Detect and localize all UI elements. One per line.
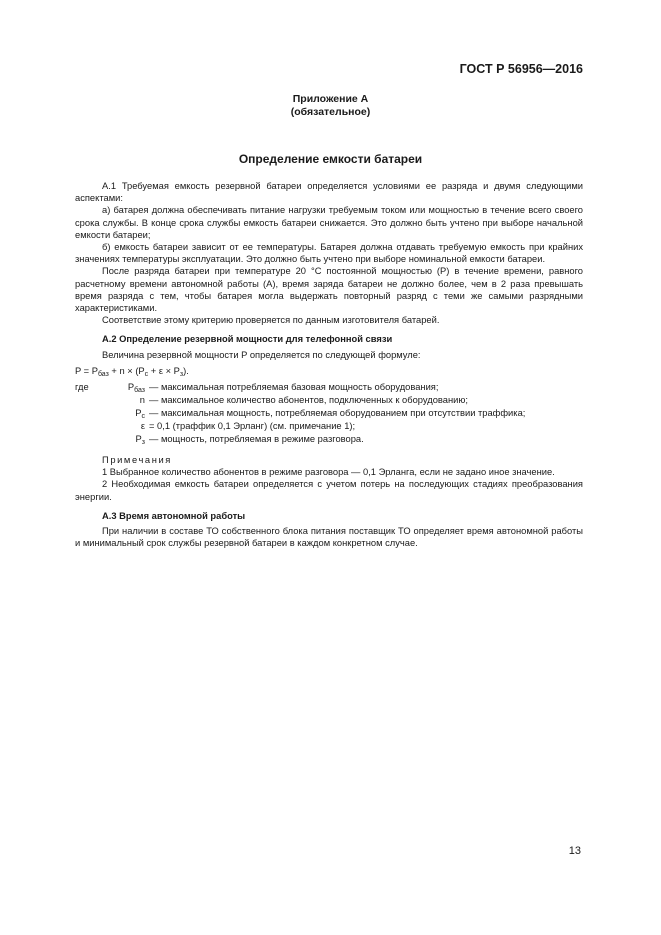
power-formula: $P = P_{баз} + n \times (P_c + \varepsilon \times P_з)$. xyxy=(75,365,189,378)
paragraph-a1-charge: После разряда батареи при температуре 20 °С постоянной мощностью (P) в течение времени, равного расчетному времени автономной работы (А), время заряда батареи не должно более, чем в 2 раза превышать время разряда с тем, чтобы батарея могла выдержать повторный разряд с теми же самыми разрядными характеристиками. xyxy=(75,266,583,314)
section-heading-a3: А.3 Время автономной работы xyxy=(102,510,246,521)
annex-title: Приложение А xyxy=(292,93,369,105)
where-label: где xyxy=(75,382,89,393)
definition-row: $P_c$ — максимальная мощность, потребляемая оборудованием при отсутствии траффика; xyxy=(75,407,583,420)
definition-row: где $P_{баз}$ — максимальная потребляемая базовая мощность оборудования; xyxy=(75,381,583,394)
paragraph-a1-intro: А.1 Требуемая емкость резервной батареи определяется условиями ее разряда и двумя следующими аспектами: xyxy=(75,181,583,204)
definition-row: $P_з$ — мощность, потребляемая в режиме разговора. xyxy=(75,433,583,446)
page-title: Определение емкости батареи xyxy=(238,152,423,166)
page-number: 13 xyxy=(568,845,581,857)
paragraph-a1-compliance: Соответствие этому критерию проверяется по данным изготовителя батарей. xyxy=(102,315,440,326)
notes-heading: Примечания xyxy=(102,455,172,466)
annex-status: (обязательное) xyxy=(290,106,371,118)
note-1: 1 Выбранное количество абонентов в режиме разговора — 0,1 Эрланга, если не задано иное значение. xyxy=(102,467,555,478)
document-code: ГОСТ Р 56956—2016 xyxy=(459,62,583,76)
section-heading-a2: А.2 Определение резервной мощности для телефонной связи xyxy=(102,334,393,345)
definition-text: — максимальное количество абонентов, подключенных к оборудованию; xyxy=(149,395,468,406)
definition-row: ε = 0,1 (траффик 0,1 Эрланг) (см. примечание 1); xyxy=(75,420,583,433)
definition-text: — мощность, потребляемая в режиме разговора. xyxy=(149,434,364,445)
document-body xyxy=(75,180,583,549)
definition-text: = 0,1 (траффик 0,1 Эрланг) (см. примечание 1); xyxy=(149,421,356,432)
paragraph-a1-b: б) емкость батареи зависит от ее температуры. Батарея должна отдавать требуемую емкость при крайних значениях температуры эксплуатации. Это должно быть учтено при выборе номинальной емкости батареи. xyxy=(75,242,583,265)
formula-definitions xyxy=(75,381,583,446)
paragraph-a3: При наличии в составе ТО собственного блока питания поставщик ТО определяет время автономной работы и минимальный срок службы резервной батареи в каждом конкретном случае. xyxy=(75,526,583,549)
definition-text: — максимальная мощность, потребляемая оборудованием при отсутствии траффика; xyxy=(149,408,526,419)
note-2: 2 Необходимая емкость батареи определяется с учетом потерь на последующих стадиях преобразования энергии. xyxy=(75,479,583,502)
paragraph-a1-a: а) батарея должна обеспечивать питание нагрузки требуемым током или мощностью в течение всего своего срока службы. В конце срока службы емкость батареи снижается. Это должно быть учтено при выборе начальной емкости батареи; xyxy=(75,205,583,240)
definition-text: — максимальная потребляемая базовая мощность оборудования; xyxy=(149,382,439,393)
definition-row: n — максимальное количество абонентов, подключенных к оборудованию; xyxy=(75,394,583,407)
paragraph-a2-intro: Величина резервной мощности P определяется по следующей формуле: xyxy=(102,349,421,360)
